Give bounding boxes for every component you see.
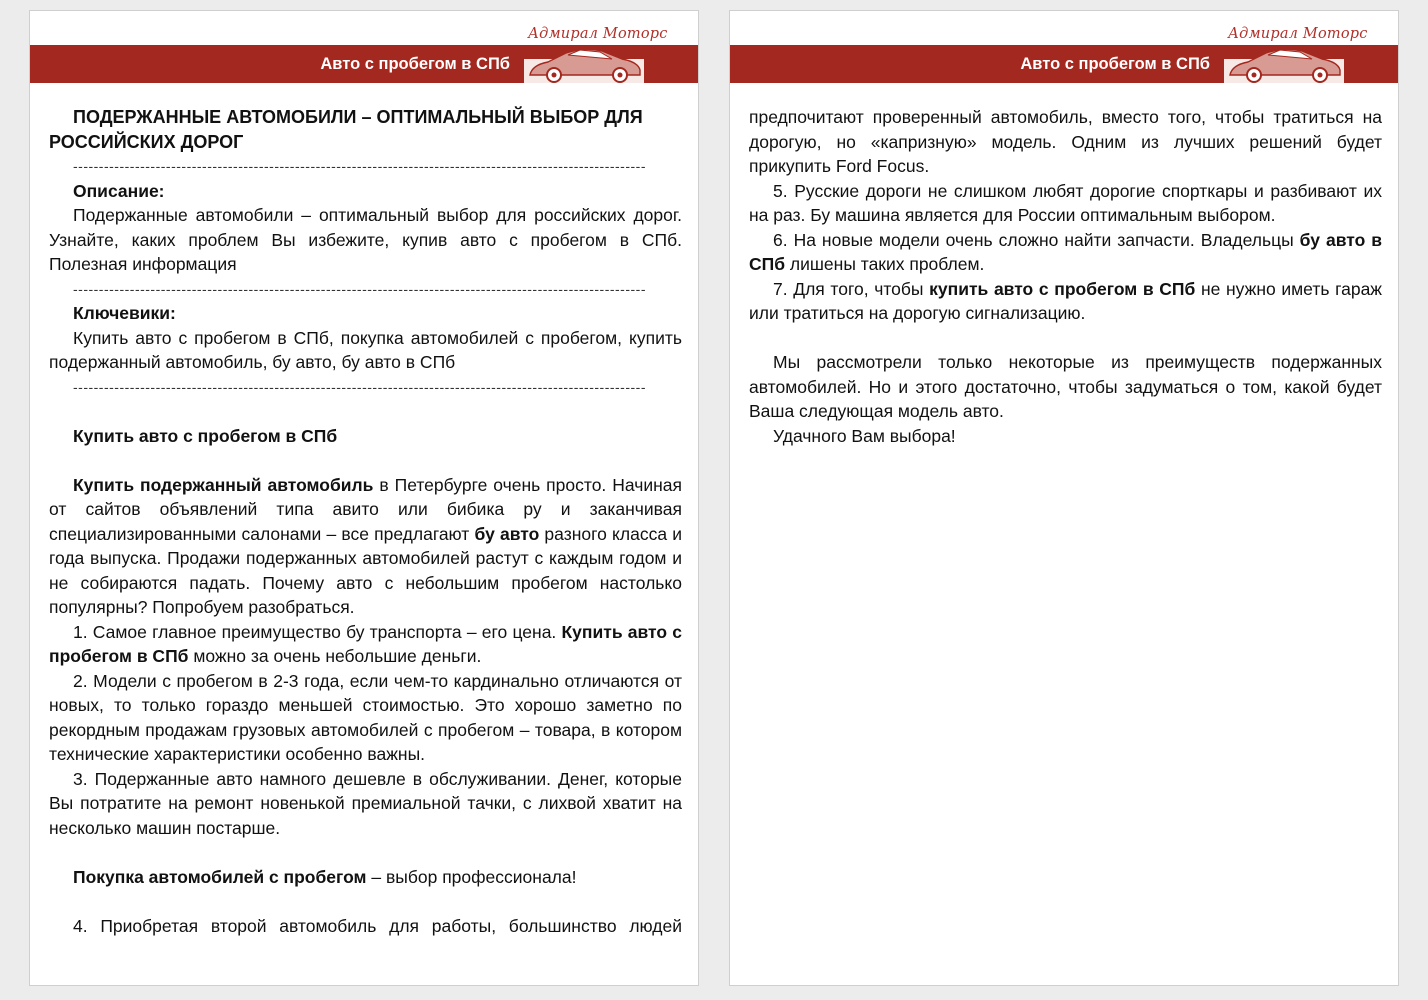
header-title: Авто с пробегом в СПб <box>1020 55 1210 73</box>
list-item-6: 6. На новые модели очень сложно найти запчасти. Владельцы бу авто в СПб лишены таких проблем. <box>749 229 1382 274</box>
car-icon <box>1222 37 1346 85</box>
list-item-5: 5. Русские дороги не слишком любят дорогие спорткары и разбивают их на раз. Бу машина является для России оптимальным выбором. <box>749 180 1382 225</box>
keywords-label: Ключевики: <box>73 303 176 323</box>
intro-paragraph: Купить подержанный автомобиль в Петербурге очень просто. Начиная от сайтов объявлений типа авито или бибика ру и заканчивая специализированными салонами – все предлагают бу авто разного класса и года выпуска. Продажи подержанных автомобилей растут с каждым годом и не собираются падать. Почему авто с небольшим пробегом настолько популярны? Попробуем разобраться. <box>49 474 682 617</box>
admiral-motors-logo <box>522 23 668 85</box>
list-item-3: 3. Подержанные авто намного дешевле в обслуживании. Денег, которые Вы потратите на ремонт новенькой премиальной тачки, с лихвой хватит на несколько машин постарше. <box>49 768 682 838</box>
conclusion-paragraph: Мы рассмотрели только некоторые из преимуществ подержанных автомобилей. Но и этого достаточно, чтобы задуматься о том, какой будет Ваша следующая модель авто. <box>749 352 1382 421</box>
description-label: Описание: <box>73 180 165 201</box>
list-item-7: 7. Для того, чтобы купить авто с пробегом в СПб не нужно иметь гараж или тратиться на дорогую сигнализацию. <box>749 278 1383 323</box>
page-2-content <box>749 105 1382 448</box>
closing-line: Удачного Вам выбора! <box>773 425 956 446</box>
description-text: Подержанные автомобили – оптимальный выбор для российских дорог. Узнайте, каких проблем Вы избежите, купив авто с пробегом в СПб. Полезная информация <box>49 205 682 274</box>
document-page-1 <box>29 10 699 986</box>
separator-line: --------------------------------------------------------------------------------------------------------------- <box>73 378 646 395</box>
logo-text: Адмирал Моторс <box>1228 26 1368 42</box>
list-item-2: 2. Модели с пробегом в 2-3 года, если чем-то кардинально отличаются от новых, то только гораздо меньшей стоимостью. Это хорошо заметно по рекордным продажам грузовых автомобилей с пробегом – товара, в котором технические характеристики особенно важны. <box>49 670 682 764</box>
list-item-1: 1. Самое главное преимущество бу транспорта – его цена. Купить авто с пробегом в СПб можно за очень небольшие деньги. <box>49 621 682 666</box>
car-icon <box>522 37 646 85</box>
separator-line: --------------------------------------------------------------------------------------------------------------- <box>73 280 646 297</box>
page-1-content <box>49 105 682 938</box>
keywords-text: Купить авто с пробегом в СПб, покупка автомобилей с пробегом, купить подержанный автомобиль, бу авто, бу авто в СПб <box>49 327 682 372</box>
continued-paragraph: предпочитают проверенный автомобиль, вместо того, чтобы тратиться на дорогую, но «капризную» модель. Одним из лучших решений будет прикупить Ford Focus. <box>749 107 1382 176</box>
admiral-motors-logo <box>1222 23 1368 85</box>
logo-text: Адмирал Моторс <box>528 26 668 42</box>
section-heading: Купить авто с пробегом в СПб <box>73 425 338 446</box>
subheading: Покупка автомобилей с пробегом – выбор профессионала! <box>73 866 577 887</box>
header-title: Авто с пробегом в СПб <box>320 55 510 73</box>
article-title: ПОДЕРЖАННЫЕ АВТОМОБИЛИ – ОПТИМАЛЬНЫЙ ВЫБОР ДЛЯ РОССИЙСКИХ ДОРОГ <box>49 107 643 152</box>
document-page-2 <box>729 10 1399 986</box>
list-item-4: 4. Приобретая второй автомобиль для работы, большинство людей <box>73 915 682 936</box>
separator-line: --------------------------------------------------------------------------------------------------------------- <box>73 158 646 174</box>
